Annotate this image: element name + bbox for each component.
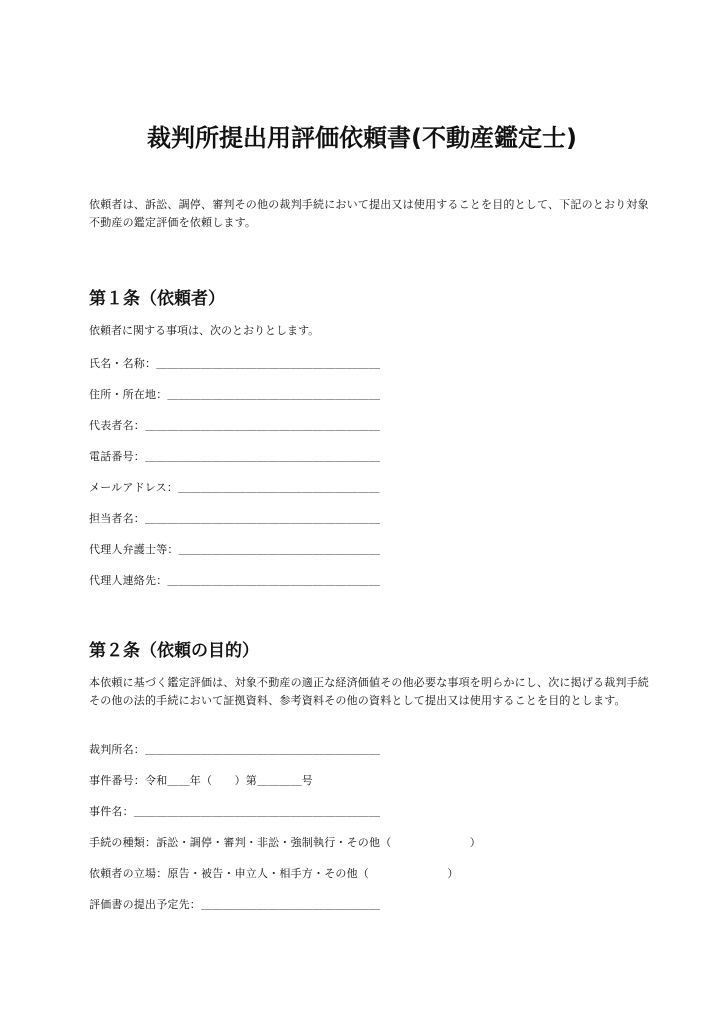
field-procedure-type — [89, 834, 481, 850]
field-blank: ＿＿＿＿＿＿＿＿＿＿＿＿＿＿＿＿＿＿ — [178, 481, 380, 494]
field-submission-target — [89, 896, 380, 912]
field-blank: ＿＿＿＿＿＿＿＿＿＿＿＿＿＿＿＿＿＿＿ — [167, 574, 381, 587]
field-label: 氏名・名称： — [89, 357, 157, 370]
article1-heading: 第１条（依頼者） — [89, 289, 225, 309]
field-options: 訴訟・調停・審判・非訟・強制執行・その他（ ） — [156, 836, 482, 849]
field-attorney-contact — [89, 572, 380, 588]
field-blank: ＿＿＿＿＿＿＿＿＿＿＿＿＿＿＿＿＿＿ — [178, 543, 381, 556]
field-label: 代理人弁護士等： — [89, 543, 179, 556]
field-blank: 令和＿＿年（ ）第＿＿＿＿号 — [145, 774, 313, 787]
field-email — [89, 479, 380, 495]
field-court — [89, 741, 380, 757]
field-label: 担当者名： — [89, 512, 145, 525]
field-blank: ＿＿＿＿＿＿＿＿＿＿＿＿＿＿＿＿＿＿＿＿ — [156, 357, 381, 370]
field-phone — [89, 448, 380, 464]
field-blank: ＿＿＿＿＿＿＿＿＿＿＿＿＿＿＿＿＿＿＿＿＿＿ — [133, 805, 381, 818]
intro-paragraph: 依頼者は、訴訟、調停、審判その他の裁判手続において提出又は使用することを目的として、下記のとおり対象不動産の鑑定評価を依頼します。 — [89, 198, 649, 229]
field-name — [89, 355, 380, 371]
field-requester-role — [89, 865, 459, 881]
field-case-name — [89, 803, 380, 819]
document-title: 裁判所提出用評価依頼書(不動産鑑定士) — [147, 124, 577, 152]
field-label: 代理人連絡先： — [89, 574, 168, 587]
field-label: 電話番号： — [89, 450, 145, 463]
field-case-number — [89, 772, 313, 788]
field-blank: ＿＿＿＿＿＿＿＿＿＿＿＿＿＿＿＿＿＿＿＿＿ — [145, 419, 381, 432]
field-blank: ＿＿＿＿＿＿＿＿＿＿＿＿＿＿＿＿ — [201, 898, 381, 911]
article2-paragraph: 本依頼に基づく鑑定評価は、対象不動産の適正な経済価値その他必要な事項を明らかにし、次に掲げる裁判手続その他の法的手続において証拠資料、参考資料その他の資料として提出又は使用することを目的とします。 — [89, 676, 649, 707]
field-address — [89, 386, 380, 402]
field-contact-person — [89, 510, 380, 526]
article1-lead: 依頼者に関する事項は、次のとおりとします。 — [89, 324, 320, 337]
field-label: 代表者名： — [89, 419, 145, 432]
field-label: 手続の種類： — [89, 836, 157, 849]
field-attorney — [89, 541, 380, 557]
field-blank: ＿＿＿＿＿＿＿＿＿＿＿＿＿＿＿＿＿＿＿＿＿ — [145, 450, 381, 463]
field-label: 事件番号： — [89, 774, 145, 787]
field-label: 住所・所在地： — [89, 388, 168, 401]
field-label: 評価書の提出予定先： — [89, 898, 201, 911]
field-blank: ＿＿＿＿＿＿＿＿＿＿＿＿＿＿＿＿＿＿＿＿＿ — [145, 743, 381, 756]
field-label: 事件名： — [89, 805, 134, 818]
field-blank: ＿＿＿＿＿＿＿＿＿＿＿＿＿＿＿＿＿＿＿＿＿ — [145, 512, 381, 525]
field-representative — [89, 417, 380, 433]
article2-heading: 第２条（依頼の目的） — [89, 641, 259, 661]
field-label: 裁判所名： — [89, 743, 145, 756]
field-blank: ＿＿＿＿＿＿＿＿＿＿＿＿＿＿＿＿＿＿＿ — [167, 388, 381, 401]
field-label: メールアドレス： — [89, 481, 179, 494]
field-label: 依頼者の立場： — [89, 867, 168, 880]
field-options: 原告・被告・申立人・相手方・その他（ ） — [167, 867, 459, 880]
